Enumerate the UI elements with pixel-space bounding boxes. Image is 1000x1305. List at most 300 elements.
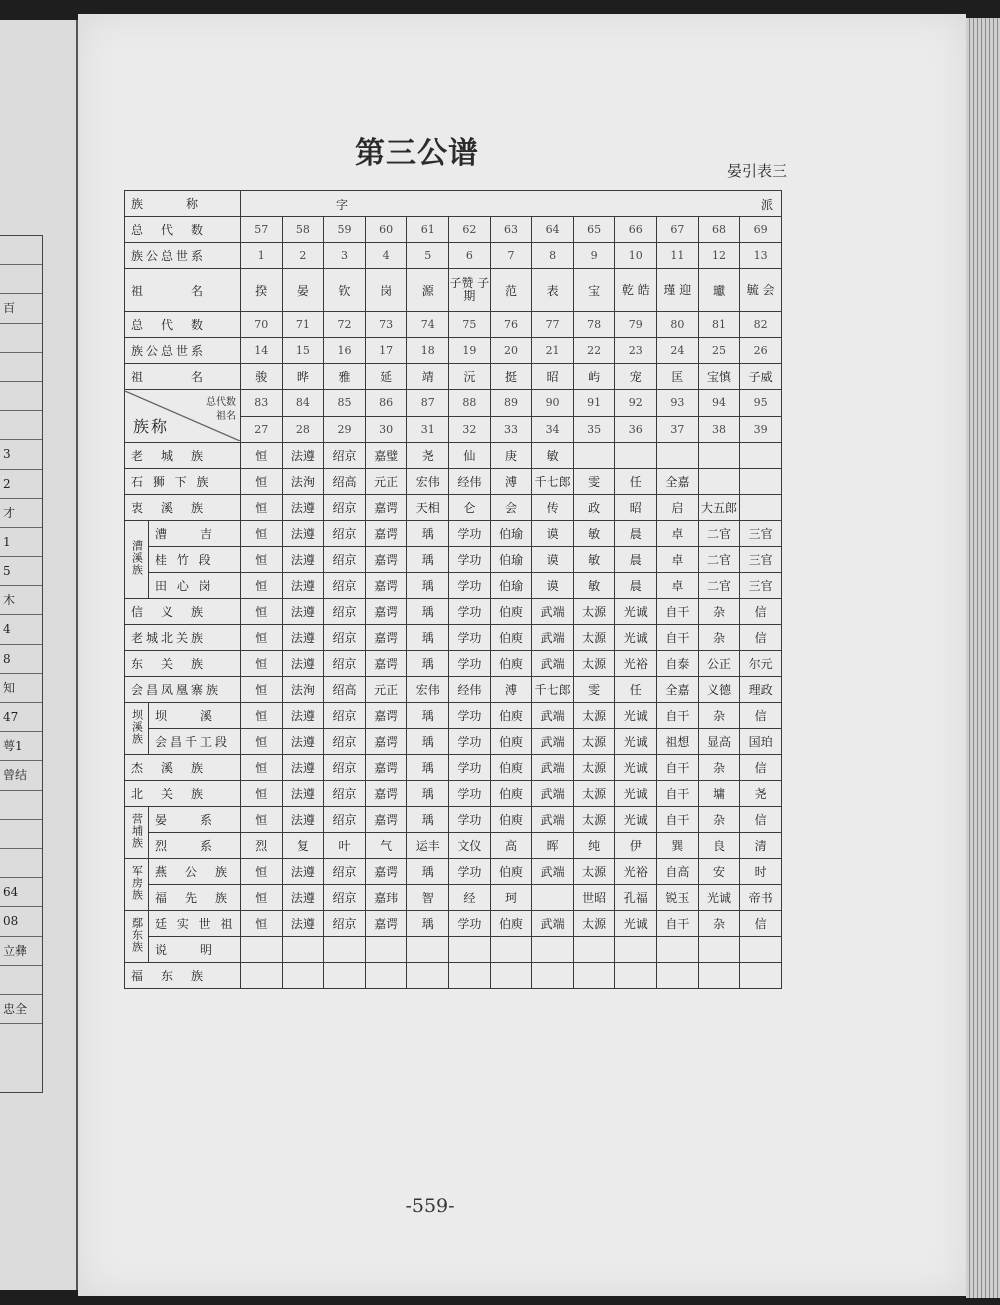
zipai-cell: 国珀 bbox=[740, 729, 782, 755]
zipai-cell bbox=[698, 469, 740, 495]
generation-cell: 表 bbox=[532, 269, 574, 312]
zipai-cell: 复 bbox=[282, 833, 324, 859]
zipai-cell: 学功 bbox=[449, 599, 491, 625]
generation-cell: 19 bbox=[449, 338, 491, 364]
zipai-cell: 千七郎 bbox=[532, 677, 574, 703]
row-label: 总 代 数 bbox=[125, 312, 241, 338]
branch-label: 坝 溪 bbox=[149, 703, 241, 729]
table-row bbox=[125, 755, 782, 781]
zipai-cell: 太源 bbox=[573, 729, 615, 755]
header-pai: 派 bbox=[760, 198, 773, 212]
left-fragment-cell: 47 bbox=[0, 703, 42, 732]
zipai-cell: 雯 bbox=[573, 677, 615, 703]
generation-cell: 范 bbox=[490, 269, 532, 312]
generation-cell: 79 bbox=[615, 312, 657, 338]
zipai-cell: 伯庾 bbox=[490, 807, 532, 833]
zipai-cell: 信 bbox=[740, 911, 782, 937]
zipai-cell: 光诚 bbox=[615, 625, 657, 651]
generation-cell: 匡 bbox=[657, 364, 699, 390]
zipai-cell bbox=[657, 963, 699, 989]
zipai-cell: 绍高 bbox=[324, 677, 366, 703]
generation-cell: 屿 bbox=[573, 364, 615, 390]
table-row bbox=[125, 859, 782, 885]
zipai-cell: 绍京 bbox=[324, 651, 366, 677]
generation-cell: 骏 bbox=[241, 364, 283, 390]
lineage-number: 37 bbox=[657, 416, 699, 443]
generation-number: 88 bbox=[449, 390, 491, 417]
branch-label: 田 心 岗 bbox=[149, 573, 241, 599]
zipai-cell: 光诚 bbox=[615, 755, 657, 781]
zipai-cell: 光诚 bbox=[615, 729, 657, 755]
zipai-cell: 晨 bbox=[615, 547, 657, 573]
generation-cell: 8 bbox=[532, 243, 574, 269]
zipai-cell: 杂 bbox=[698, 599, 740, 625]
generation-cell: 13 bbox=[740, 243, 782, 269]
zipai-cell: 恒 bbox=[241, 729, 283, 755]
zipai-cell: 学功 bbox=[449, 547, 491, 573]
clan-label: 北 关 族 bbox=[125, 781, 241, 807]
zipai-cell bbox=[573, 937, 615, 963]
zipai-cell bbox=[324, 937, 366, 963]
zipai-cell: 千七郎 bbox=[532, 469, 574, 495]
zipai-cell bbox=[740, 963, 782, 989]
zipai-cell: 太源 bbox=[573, 781, 615, 807]
table-row bbox=[125, 312, 782, 338]
zipai-cell: 绍京 bbox=[324, 729, 366, 755]
zipai-cell: 太源 bbox=[573, 859, 615, 885]
group-label bbox=[125, 807, 149, 859]
zipai-cell bbox=[532, 885, 574, 911]
zipai-cell: 二官 bbox=[698, 573, 740, 599]
left-fragment-cell bbox=[0, 265, 42, 294]
generation-number: 84 bbox=[282, 390, 324, 417]
zipai-cell: 绍京 bbox=[324, 495, 366, 521]
zipai-cell: 学功 bbox=[449, 807, 491, 833]
left-fragment-cell: 08 bbox=[0, 907, 42, 936]
zipai-cell: 绍京 bbox=[324, 807, 366, 833]
zipai-cell: 谟 bbox=[532, 547, 574, 573]
zipai-cell bbox=[365, 963, 407, 989]
table-row bbox=[125, 963, 782, 989]
zipai-cell bbox=[615, 443, 657, 469]
clan-label: 信 义 族 bbox=[125, 599, 241, 625]
zipai-cell: 自高 bbox=[657, 859, 699, 885]
left-fragment-cell bbox=[0, 849, 42, 878]
table-row bbox=[125, 573, 782, 599]
left-fragment-cell bbox=[0, 791, 42, 820]
genealogy-table bbox=[124, 190, 782, 989]
zipai-cell: 法遵 bbox=[282, 547, 324, 573]
zipai-cell: 杂 bbox=[698, 755, 740, 781]
header-col-b: 称 bbox=[186, 197, 202, 211]
table-row bbox=[125, 729, 782, 755]
zipai-cell: 嘉玮 bbox=[365, 885, 407, 911]
zipai-cell: 瑀 bbox=[407, 807, 449, 833]
zipai-cell: 恒 bbox=[241, 859, 283, 885]
table-row bbox=[125, 937, 782, 963]
branch-label: 福 先 族 bbox=[149, 885, 241, 911]
zipai-cell bbox=[573, 443, 615, 469]
lineage-number: 29 bbox=[324, 416, 366, 443]
zipai-cell: 信 bbox=[740, 807, 782, 833]
zipai-cell: 绍京 bbox=[324, 859, 366, 885]
branch-label: 燕 公 族 bbox=[149, 859, 241, 885]
zipai-cell: 光裕 bbox=[615, 859, 657, 885]
left-fragment-cell: 立彝 bbox=[0, 937, 42, 966]
left-fragment-cell: 3 bbox=[0, 440, 42, 469]
zipai-cell: 法遵 bbox=[282, 911, 324, 937]
zipai-cell: 伯庾 bbox=[490, 625, 532, 651]
generation-number: 89 bbox=[490, 390, 532, 417]
zipai-cell: 恒 bbox=[241, 807, 283, 833]
zipai-cell: 瑀 bbox=[407, 755, 449, 781]
row-label: 总 代 数 bbox=[125, 217, 241, 243]
zipai-cell: 瑀 bbox=[407, 781, 449, 807]
zipai-cell: 伊 bbox=[615, 833, 657, 859]
zipai-cell: 元正 bbox=[365, 469, 407, 495]
zipai-cell: 绍京 bbox=[324, 885, 366, 911]
table-row bbox=[125, 833, 782, 859]
generation-cell: 延 bbox=[365, 364, 407, 390]
lineage-number: 39 bbox=[740, 416, 782, 443]
zipai-cell: 文仪 bbox=[449, 833, 491, 859]
zipai-cell: 嘉谔 bbox=[365, 573, 407, 599]
generation-cell: 4 bbox=[365, 243, 407, 269]
generation-cell: 9 bbox=[573, 243, 615, 269]
row-label: 族公总世系 bbox=[125, 243, 241, 269]
generation-cell: 昭 bbox=[532, 364, 574, 390]
left-fragment-cell: 5 bbox=[0, 557, 42, 586]
left-page-edge bbox=[0, 20, 78, 1290]
zipai-cell: 恒 bbox=[241, 573, 283, 599]
zipai-cell bbox=[282, 963, 324, 989]
table-row bbox=[125, 703, 782, 729]
zipai-cell: 学功 bbox=[449, 625, 491, 651]
zipai-cell: 自干 bbox=[657, 703, 699, 729]
zipai-cell: 学功 bbox=[449, 573, 491, 599]
generation-cell: 14 bbox=[241, 338, 283, 364]
table-row bbox=[125, 217, 782, 243]
lineage-number: 35 bbox=[573, 416, 615, 443]
zipai-cell: 恒 bbox=[241, 495, 283, 521]
zipai-cell: 自干 bbox=[657, 755, 699, 781]
zipai-cell bbox=[490, 963, 532, 989]
left-fragment-cell: 64 bbox=[0, 878, 42, 907]
zipai-cell: 光诚 bbox=[615, 781, 657, 807]
zipai-cell bbox=[282, 937, 324, 963]
table-row bbox=[125, 885, 782, 911]
zipai-cell: 尔元 bbox=[740, 651, 782, 677]
zipai-cell bbox=[449, 963, 491, 989]
zipai-cell: 良 bbox=[698, 833, 740, 859]
clan-label: 老城北关族 bbox=[125, 625, 241, 651]
left-fragment-cell bbox=[0, 411, 42, 440]
zipai-cell: 元正 bbox=[365, 677, 407, 703]
clan-label: 杰 溪 族 bbox=[125, 755, 241, 781]
table-row bbox=[125, 651, 782, 677]
zipai-cell: 叶 bbox=[324, 833, 366, 859]
zipai-cell: 嘉谔 bbox=[365, 729, 407, 755]
generation-cell: 71 bbox=[282, 312, 324, 338]
table-row bbox=[125, 677, 782, 703]
zipai-cell: 传 bbox=[532, 495, 574, 521]
zipai-cell: 学功 bbox=[449, 859, 491, 885]
zipai-cell: 珂 bbox=[490, 885, 532, 911]
generation-number: 83 bbox=[241, 390, 283, 417]
zipai-cell: 信 bbox=[740, 625, 782, 651]
zipai-cell: 学功 bbox=[449, 911, 491, 937]
generation-cell: 1 bbox=[241, 243, 283, 269]
zipai-cell: 墉 bbox=[698, 781, 740, 807]
branch-label: 说 明 bbox=[149, 937, 241, 963]
zipai-cell: 杂 bbox=[698, 703, 740, 729]
lineage-number: 28 bbox=[282, 416, 324, 443]
zipai-cell: 瑀 bbox=[407, 521, 449, 547]
zipai-cell: 太源 bbox=[573, 651, 615, 677]
zipai-cell: 法遵 bbox=[282, 625, 324, 651]
table-row bbox=[125, 911, 782, 937]
generation-cell: 雅 bbox=[324, 364, 366, 390]
row-label: 祖 名 bbox=[125, 269, 241, 312]
generation-cell: 70 bbox=[241, 312, 283, 338]
zipai-cell: 法遵 bbox=[282, 755, 324, 781]
generation-cell: 69 bbox=[740, 217, 782, 243]
generation-cell: 10 bbox=[615, 243, 657, 269]
generation-cell: 58 bbox=[282, 217, 324, 243]
lineage-number: 30 bbox=[365, 416, 407, 443]
row-label: 族公总世系 bbox=[125, 338, 241, 364]
generation-number: 95 bbox=[740, 390, 782, 417]
zipai-cell: 纯 bbox=[573, 833, 615, 859]
zipai-cell: 敏 bbox=[573, 521, 615, 547]
zipai-cell: 瑀 bbox=[407, 625, 449, 651]
header-zi: 字 bbox=[336, 198, 349, 212]
zipai-cell: 武端 bbox=[532, 599, 574, 625]
zipai-cell: 运丰 bbox=[407, 833, 449, 859]
generation-cell: 16 bbox=[324, 338, 366, 364]
generation-cell: 子赞 子期 bbox=[449, 269, 491, 312]
zipai-cell: 武端 bbox=[532, 651, 574, 677]
zipai-cell: 法遵 bbox=[282, 651, 324, 677]
zipai-cell: 自干 bbox=[657, 911, 699, 937]
table-row bbox=[125, 599, 782, 625]
zipai-cell: 嘉谔 bbox=[365, 781, 407, 807]
generation-cell: 74 bbox=[407, 312, 449, 338]
table-row bbox=[125, 625, 782, 651]
zipai-cell: 嘉谔 bbox=[365, 521, 407, 547]
zipai-cell: 瑀 bbox=[407, 911, 449, 937]
zipai-cell: 嘉璧 bbox=[365, 443, 407, 469]
zipai-cell: 政 bbox=[573, 495, 615, 521]
generation-cell: 3 bbox=[324, 243, 366, 269]
zipai-cell: 嘉谔 bbox=[365, 599, 407, 625]
zipai-cell: 恒 bbox=[241, 651, 283, 677]
diagonal-header bbox=[125, 390, 241, 443]
zipai-cell: 恒 bbox=[241, 469, 283, 495]
zipai-cell: 武端 bbox=[532, 729, 574, 755]
zipai-cell: 启 bbox=[657, 495, 699, 521]
generation-cell: 17 bbox=[365, 338, 407, 364]
lineage-number: 34 bbox=[532, 416, 574, 443]
generation-number: 86 bbox=[365, 390, 407, 417]
clan-label: 会昌凤凰寨族 bbox=[125, 677, 241, 703]
left-fragment-cell: 1 bbox=[0, 528, 42, 557]
zipai-cell: 瑀 bbox=[407, 703, 449, 729]
zipai-cell: 伯庾 bbox=[490, 703, 532, 729]
zipai-cell: 庚 bbox=[490, 443, 532, 469]
zipai-cell: 武端 bbox=[532, 807, 574, 833]
zipai-cell bbox=[615, 937, 657, 963]
zipai-cell: 谟 bbox=[532, 573, 574, 599]
zipai-cell: 三官 bbox=[740, 573, 782, 599]
generation-cell: 12 bbox=[698, 243, 740, 269]
generation-cell: 乾 皓 bbox=[615, 269, 657, 312]
generation-cell: 7 bbox=[490, 243, 532, 269]
zipai-cell: 世昭 bbox=[573, 885, 615, 911]
generation-cell: 75 bbox=[449, 312, 491, 338]
zipai-cell: 自干 bbox=[657, 807, 699, 833]
zipai-cell: 任 bbox=[615, 677, 657, 703]
zipai-cell: 伯庾 bbox=[490, 729, 532, 755]
page-number: -559- bbox=[405, 1195, 455, 1217]
zipai-cell: 武端 bbox=[532, 911, 574, 937]
group-name: 坝溪族 bbox=[130, 709, 144, 745]
zipai-cell: 太源 bbox=[573, 807, 615, 833]
zipai-cell: 自干 bbox=[657, 781, 699, 807]
zipai-cell: 武端 bbox=[532, 625, 574, 651]
zipai-cell: 卓 bbox=[657, 573, 699, 599]
zipai-cell: 绍京 bbox=[324, 755, 366, 781]
zipai-cell: 绍京 bbox=[324, 781, 366, 807]
zipai-cell: 谟 bbox=[532, 521, 574, 547]
zipai-cell: 恒 bbox=[241, 781, 283, 807]
zipai-cell: 天相 bbox=[407, 495, 449, 521]
generation-cell: 61 bbox=[407, 217, 449, 243]
generation-cell: 宠 bbox=[615, 364, 657, 390]
table-row bbox=[125, 781, 782, 807]
generation-number: 94 bbox=[698, 390, 740, 417]
zipai-cell: 锐玉 bbox=[657, 885, 699, 911]
zipai-cell: 法洵 bbox=[282, 677, 324, 703]
lineage-number: 27 bbox=[241, 416, 283, 443]
diagonal-cell bbox=[125, 391, 240, 441]
zipai-cell: 晖 bbox=[532, 833, 574, 859]
zipai-cell: 二官 bbox=[698, 521, 740, 547]
clan-label: 老 城 族 bbox=[125, 443, 241, 469]
zipai-cell: 三官 bbox=[740, 547, 782, 573]
zipai-cell bbox=[657, 937, 699, 963]
row-label: 祖 名 bbox=[125, 364, 241, 390]
table-row bbox=[125, 243, 782, 269]
zipai-cell: 法遵 bbox=[282, 495, 324, 521]
zipai-cell bbox=[698, 963, 740, 989]
zipai-cell: 绍京 bbox=[324, 521, 366, 547]
branch-label: 会昌千工段 bbox=[149, 729, 241, 755]
left-fragment-cell: 百 bbox=[0, 294, 42, 323]
zipai-cell: 信 bbox=[740, 755, 782, 781]
generation-cell: 晏 bbox=[282, 269, 324, 312]
zipai-cell: 二官 bbox=[698, 547, 740, 573]
zipai-cell: 自干 bbox=[657, 599, 699, 625]
zipai-cell: 恒 bbox=[241, 755, 283, 781]
table-row bbox=[125, 807, 782, 833]
zipai-cell: 帝书 bbox=[740, 885, 782, 911]
zipai-cell: 法遵 bbox=[282, 781, 324, 807]
group-label bbox=[125, 521, 149, 599]
zipai-cell: 伯庾 bbox=[490, 911, 532, 937]
zipai-cell: 伯瑜 bbox=[490, 573, 532, 599]
group-label bbox=[125, 703, 149, 755]
zipai-cell: 巽 bbox=[657, 833, 699, 859]
zipai-cell: 晨 bbox=[615, 521, 657, 547]
generation-number: 91 bbox=[573, 390, 615, 417]
generation-cell: 宝慎 bbox=[698, 364, 740, 390]
zipai-cell: 嘉谔 bbox=[365, 911, 407, 937]
diag-right-top-label: 总代数 bbox=[206, 397, 236, 408]
zipai-cell bbox=[698, 937, 740, 963]
zipai-cell: 太源 bbox=[573, 703, 615, 729]
zipai-cell: 光诚 bbox=[615, 911, 657, 937]
table-row bbox=[125, 469, 782, 495]
table-label: 晏引表三 bbox=[726, 162, 787, 180]
left-fragment-cell: 知 bbox=[0, 674, 42, 703]
zipai-cell: 大五郎 bbox=[698, 495, 740, 521]
table-row bbox=[125, 547, 782, 573]
zipai-cell bbox=[241, 937, 283, 963]
generation-cell: 2 bbox=[282, 243, 324, 269]
group-label bbox=[125, 859, 149, 911]
generation-cell: 钦 bbox=[324, 269, 366, 312]
zipai-cell: 任 bbox=[615, 469, 657, 495]
zipai-cell: 高 bbox=[490, 833, 532, 859]
zipai-cell: 武端 bbox=[532, 781, 574, 807]
branch-label: 桂 竹 段 bbox=[149, 547, 241, 573]
zipai-cell: 尧 bbox=[407, 443, 449, 469]
lineage-number: 33 bbox=[490, 416, 532, 443]
generation-cell: 沅 bbox=[449, 364, 491, 390]
left-fragment-cell bbox=[0, 966, 42, 995]
zipai-cell: 绍京 bbox=[324, 625, 366, 651]
zipai-cell: 祖想 bbox=[657, 729, 699, 755]
zipai-cell: 恒 bbox=[241, 625, 283, 651]
generation-cell: 76 bbox=[490, 312, 532, 338]
zipai-cell: 法遵 bbox=[282, 859, 324, 885]
generation-number: 92 bbox=[615, 390, 657, 417]
table-row bbox=[125, 443, 782, 469]
zipai-cell: 嘉谔 bbox=[365, 807, 407, 833]
zipai-cell: 仙 bbox=[449, 443, 491, 469]
generation-cell: 81 bbox=[698, 312, 740, 338]
zipai-cell: 法遵 bbox=[282, 521, 324, 547]
zipai-cell: 经伟 bbox=[449, 677, 491, 703]
generation-cell: 26 bbox=[740, 338, 782, 364]
zipai-cell: 气 bbox=[365, 833, 407, 859]
generation-cell: 64 bbox=[532, 217, 574, 243]
page-title: 第三公谱 bbox=[355, 136, 479, 171]
zipai-cell: 太源 bbox=[573, 911, 615, 937]
left-fragment-cell: 4 bbox=[0, 615, 42, 644]
zipai-cell: 瑀 bbox=[407, 651, 449, 677]
group-name: 营埔族 bbox=[130, 813, 144, 849]
zipai-cell: 瑀 bbox=[407, 599, 449, 625]
zipai-cell: 学功 bbox=[449, 703, 491, 729]
zipai-cell bbox=[532, 963, 574, 989]
zipai-cell: 恒 bbox=[241, 703, 283, 729]
zipai-cell: 自泰 bbox=[657, 651, 699, 677]
zipai-cell: 清 bbox=[740, 833, 782, 859]
generation-cell: 82 bbox=[740, 312, 782, 338]
generation-cell: 68 bbox=[698, 217, 740, 243]
